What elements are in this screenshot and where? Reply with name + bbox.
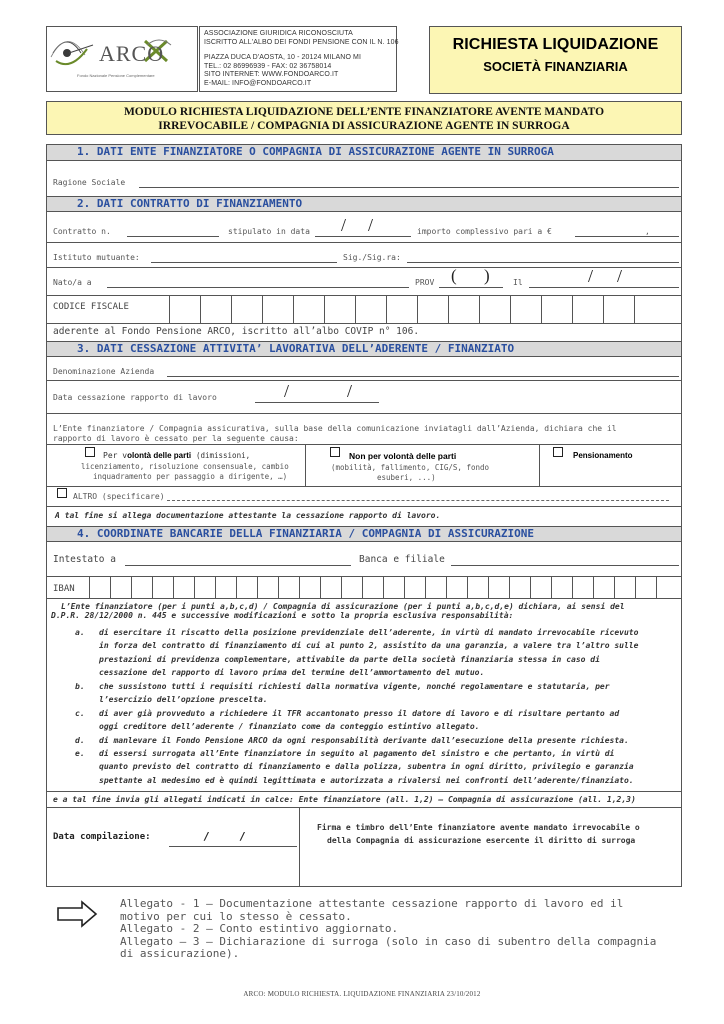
assoc-line: E-MAIL: INFO@FONDOARCO.IT xyxy=(204,79,312,87)
page-footer: ARCO: MODULO RICHIESTA. LIQUIDAZIONE FINANZIARIA 23/10/2012 xyxy=(243,990,481,998)
opt1-detail: inquadramento per passaggio a dirigente, …) xyxy=(93,472,288,481)
prov-label: PROV xyxy=(415,278,435,287)
nato-label: Nato/a a xyxy=(53,278,92,287)
cessazione-intro: rapporto di lavoro è cessato per la seguente causa: xyxy=(53,434,299,443)
declaration-footer: e a tal fine invia gli allegati indicati in calce: Ente finanziatore (all. 1,2) – Compagnia di assicurazione (all. 1,2,3) xyxy=(53,795,636,804)
date-slash: / xyxy=(617,266,623,286)
assoc-line: PIAZZA DUCA D'AOSTA, 10 - 20124 MILANO MI xyxy=(204,54,362,62)
declaration-item-d: d. di manlevare il Fondo Pensione ARCO da ogni responsabilità derivante dall’esecuzione della presente richiesta. xyxy=(75,736,629,745)
altro-field[interactable] xyxy=(167,500,669,501)
altro-checkbox[interactable] xyxy=(57,488,67,498)
data-compilazione-field[interactable] xyxy=(169,846,297,847)
non-volonta-parti-checkbox[interactable] xyxy=(330,447,340,457)
date-slash: / xyxy=(588,266,594,286)
sig-field[interactable] xyxy=(407,262,679,263)
codice-fiscale-label: CODICE FISCALE xyxy=(53,302,129,312)
section-1-header: 1. DATI ENTE FINANZIATORE O COMPAGNIA DI ASSICURAZIONE AGENTE IN SURROGA xyxy=(47,145,681,161)
arrow-right-icon xyxy=(56,899,98,929)
attachment-line: di assicurazione). xyxy=(120,947,240,960)
allega-note: A tal fine si allega documentazione attestante la cessazione rapporto di lavoro. xyxy=(55,511,441,520)
declaration-item-c: c. di aver già provveduto a richiedere il TFR accantonato presso il datore di lavoro e di risultare pertanto ad oggi creditore dell’aderente / finanziato come da conteggio estintivo allegato. xyxy=(75,709,620,732)
declaration-item-a: a. di esercitare il riscatto della posizione previdenziale dell’aderente, in virtù di mandato irrevocabile ricevuto in forza del contratto di finanziamento di cui al punto 2, assistito da una garanzia, a valere tra l’altro sulle prestazioni di previdenza complementare, attivabile da parte della società finanziaria stessa in caso di cessazione del rapporto di lavoro prima del termine dell’ammortamento del mutuo. xyxy=(75,628,639,678)
opt2-label: Non per volontà delle parti xyxy=(349,451,457,461)
stipulato-label: stipulato in data xyxy=(228,227,310,236)
date-slash: / xyxy=(341,215,347,235)
pensionamento-checkbox[interactable] xyxy=(553,447,563,457)
firma-label: Firma e timbro dell’Ente finanziatore avente mandato irrevocabile o xyxy=(317,823,640,832)
ragione-sociale-label: Ragione Sociale xyxy=(53,178,126,187)
cessazione-intro: L’Ente finanziatore / Compagnia assicurativa, sulla base della comunicazione inviatagli dall’Azienda, dichiara che il xyxy=(53,424,617,433)
data-cessazione-field[interactable] xyxy=(255,402,379,403)
iban-label: IBAN xyxy=(53,584,75,594)
assoc-line: TEL.: 02 86996939 - FAX: 02 36758014 xyxy=(204,62,332,70)
module-title xyxy=(46,101,682,135)
association-info xyxy=(199,26,397,92)
prov-paren: ( xyxy=(451,266,457,285)
contratto-field[interactable] xyxy=(127,236,219,237)
module-title-line: IRREVOCABILE / COMPAGNIA DI ASSICURAZIONE AGENTE IN SURROGA xyxy=(158,120,570,132)
logo-tagline: Fondo Nazionale Pensione Complementare xyxy=(77,73,155,78)
section-2-header: 2. DATI CONTRATTO DI FINANZIAMENTO xyxy=(47,196,681,212)
contratto-label: Contratto n. xyxy=(53,227,111,236)
importo-comma: , xyxy=(645,227,650,236)
nato-field[interactable] xyxy=(107,287,409,288)
prov-field[interactable] xyxy=(439,287,503,288)
banca-label: Banca e filiale xyxy=(359,554,445,565)
attachment-line: Allegato – 3 – Dichiarazione di surroga (solo in caso di subentro della compagnia xyxy=(120,934,657,948)
intestato-field[interactable] xyxy=(125,565,351,566)
data-compilazione-label: Data compilazione: xyxy=(53,832,151,842)
assoc-line: ISCRITTO ALL'ALBO DEI FONDI PENSIONE CON IL N. 106 xyxy=(204,38,399,46)
codice-fiscale-cells[interactable] xyxy=(169,295,665,323)
date-slash: / xyxy=(347,381,353,401)
section-4-header: 4. COORDINATE BANCARIE DELLA FINANZIARIA / COMPAGNIA DI ASSICURAZIONE xyxy=(47,526,681,542)
date-slash: / xyxy=(239,830,246,843)
importo-field[interactable] xyxy=(575,236,679,237)
page-subtitle: SOCIETÀ FINANZIARIA xyxy=(483,59,628,74)
il-label: Il xyxy=(513,278,523,287)
ragione-sociale-field[interactable] xyxy=(139,187,679,188)
page-title: RICHIESTA LIQUIDAZIONE xyxy=(452,36,659,53)
opt2-detail: esuberi, ...) xyxy=(377,473,436,482)
date-slash: / xyxy=(284,381,290,401)
aderente-text: aderente al Fondo Pensione ARCO, iscritto all’albo COVIP n° 106. xyxy=(53,326,420,337)
data-cessazione-label: Data cessazione rapporto di lavoro xyxy=(53,393,217,402)
attachment-line: motivo per cui lo stesso è cessato. xyxy=(120,909,352,923)
banca-field[interactable] xyxy=(451,565,679,566)
attachment-line: Allegato - 2 – Conto estintivo aggiornato. xyxy=(120,922,399,935)
logo xyxy=(46,26,198,92)
firma-label: della Compagnia di assicurazione esercente il diritto di surroga xyxy=(327,836,636,845)
assoc-line: SITO INTERNET: WWW.FONDOARCO.IT xyxy=(204,71,339,79)
declaration-intro: L’Ente finanziatore (per i punti a,b,c,d) / Compagnia di assicurazione (per i punti a,b,c,d,e) dichiara, ai sensi del xyxy=(61,602,625,611)
altro-label: ALTRO (specificare) xyxy=(73,492,165,501)
istituto-label: Istituto mutuante: xyxy=(53,253,140,262)
prov-paren: ) xyxy=(484,266,490,285)
section-3-header: 3. DATI CESSAZIONE ATTIVITA’ LAVORATIVA DELL’ADERENTE / FINANZIATO xyxy=(47,341,681,357)
form-frame xyxy=(46,144,682,887)
signature-divider xyxy=(299,807,300,887)
attachment-line: Allegato - 1 – Documentazione attestante cessazione rapporto di lavoro ed il xyxy=(120,897,624,910)
opt2-detail: (mobilità, fallimento, CIG/S, fondo xyxy=(331,463,490,472)
attachments-list xyxy=(120,898,656,961)
iban-cells[interactable] xyxy=(89,576,676,598)
opt1-detail: licenziamento, risoluzione consensuale, cambio xyxy=(81,462,289,471)
declaration-item-e: e. di essersi surrogata all’Ente finanziatore in seguito al pagamento del sinistro e che pertanto, in virtù di quanto previsto del contratto di finanziamento e dalla polizza, subentra in ogni diritto, privilegio e garanzia spettante al medesimo ed è quindi legittimata e autorizzata a rivalersi nei confronti dell’aderente/finanziato. xyxy=(75,749,634,785)
opt3-label: Pensionamento xyxy=(573,451,633,460)
birth-date-field[interactable] xyxy=(529,287,679,288)
denominazione-label: Denominazione Azienda xyxy=(53,367,155,376)
sig-label: Sig./Sig.ra: xyxy=(343,253,401,262)
volonta-parti-checkbox[interactable] xyxy=(85,447,95,457)
intestato-label: Intestato a xyxy=(53,554,116,565)
declaration-intro: D.P.R. 28/12/2000 n. 445 e successive modificazioni e sotto la propria esclusiva responsabilità: xyxy=(51,611,514,620)
importo-label: importo complessivo pari a € xyxy=(417,227,552,236)
logo-text: ARCO xyxy=(99,41,165,66)
declaration-item-b: b. che sussistono tutti i requisiti richiesti dalla normativa vigente, nonché regolamentare e statutaria, per l’esercizio dell’opzione prescelta. xyxy=(75,682,610,705)
date-slash: / xyxy=(203,830,210,843)
module-title-line: MODULO RICHIESTA LIQUIDAZIONE DELL’ENTE FINANZIATORE AVENTE MANDATO xyxy=(123,106,605,118)
opt1-label: Per volontà delle parti (dimissioni, xyxy=(103,451,251,460)
page-title-box xyxy=(429,26,682,94)
stipulato-date-field[interactable] xyxy=(315,236,411,237)
assoc-line: ASSOCIAZIONE GIURIDICA RICONOSCIUTA xyxy=(204,30,353,37)
istituto-field[interactable] xyxy=(151,262,337,263)
date-slash: / xyxy=(368,215,374,235)
denominazione-field[interactable] xyxy=(167,376,679,377)
